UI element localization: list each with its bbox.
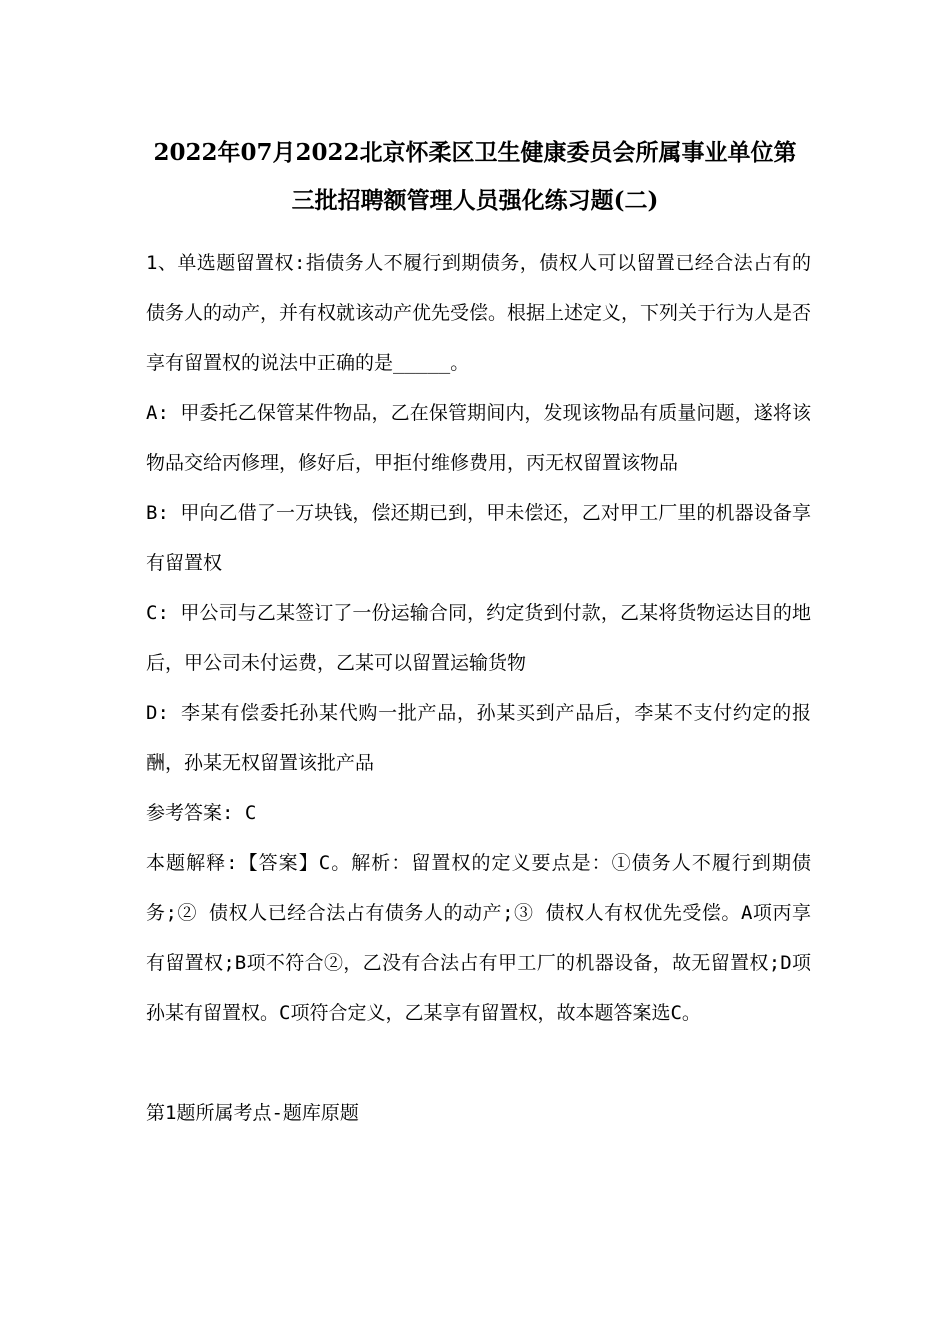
option-b: B: 甲向乙借了一万块钱，偿还期已到，甲未偿还，乙对甲工厂里的机器设备享有留置权 — [146, 502, 811, 574]
answer-explanation: 本题解释:【答案】C。解析：留置权的定义要点是：①债务人不履行到期债务;② 债权人已经合法占有债务人的动产;③ 债权人有权优先受偿。A项丙享有留置权;B项不符合②，乙没有合法占有甲工厂的机器设备，故无留置权;D项孙某有留置权。C项符合定义，乙某享有留置权，故本题答案选C。 — [146, 852, 811, 1024]
document-title-line-2: 三批招聘额管理人员强化练习题(二) — [291, 187, 659, 214]
spacer — [146, 1038, 811, 1088]
knowledge-point: 第1题所属考点-题库原题 — [146, 1102, 359, 1124]
reference-answer: 参考答案: C — [146, 802, 257, 824]
option-a: A: 甲委托乙保管某件物品，乙在保管期间内，发现该物品有质量问题，遂将该物品交给丙修理，修好后，甲拒付维修费用，丙无权留置该物品 — [146, 402, 811, 474]
document-body — [146, 238, 811, 1138]
option-d: D: 李某有偿委托孙某代购一批产品，孙某买到产品后，李某不支付约定的报酬，孙某无权留置该批产品 — [146, 702, 811, 774]
question-text: 1、单选题留置权:指债务人不履行到期债务，债权人可以留置已经合法占有的债务人的动产，并有权就该动产优先受偿。根据上述定义，下列关于行为人是否享有留置权的说法中正确的是_____。 — [146, 252, 812, 374]
option-c: C: 甲公司与乙某签订了一份运输合同，约定货到付款，乙某将货物运达目的地后，甲公司未付运费，乙某可以留置运输货物 — [146, 602, 811, 674]
document-title-line-1: 2022年07月2022北京怀柔区卫生健康委员会所属事业单位第 — [153, 139, 797, 166]
